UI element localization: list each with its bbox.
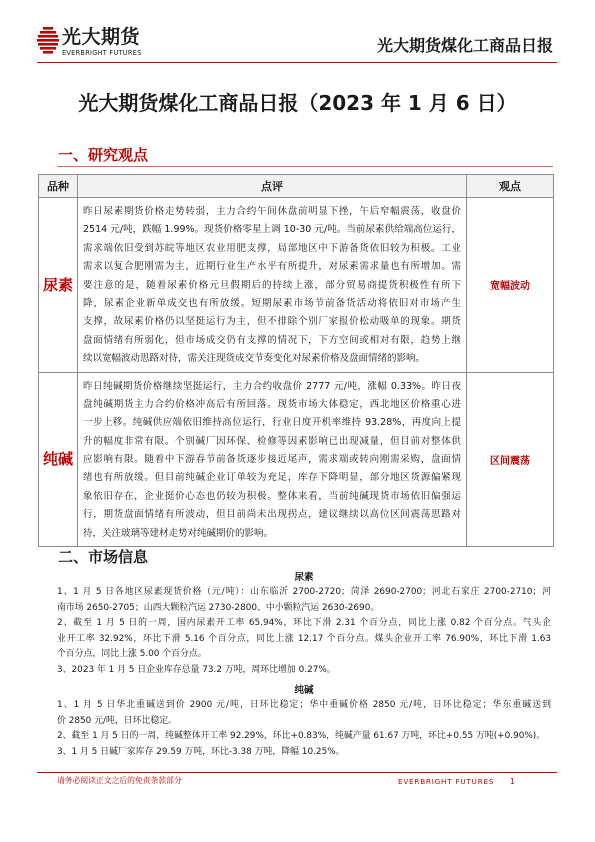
comment-line: 需求以复合肥刚需为主，近期行业生产水平有所提升，对尿素需求量也有所增加。需 (83, 261, 461, 273)
comment-line: 昨日纯碱期货价格继续坚挺运行，主力合约收盘价 2777 元/吨，涨幅 0.33%。昨日夜 (83, 380, 461, 392)
comment-line: 待，关注玻璃等建材走势对纯碱期价的影响。 (83, 527, 274, 539)
market-line: 1、1 月 5 日各地区尿素现货价格（元/吨）：山东临沂 2700-2720；菏泽 2690-2700；河北石家庄 2700-2710；河 (57, 587, 551, 597)
market-line: 1、1 月 5 日华北重碱送到价 2900 元/吨，日环比稳定；华中重碱价格 2850 元/吨，日环比稳定；华东重碱送到 (57, 700, 551, 710)
table-row (39, 372, 554, 547)
market-line: 3、1 月 5 日碱厂家库存 29.59 万吨，环比-3.38 万吨，降幅 10.25%。 (57, 746, 345, 757)
market-group-title: 纯碱 (294, 685, 314, 696)
document-title: 光大期货煤化工商品日报（2023 年 1 月 6 日） (78, 91, 517, 115)
comment-line: 绪也有所放缓。但目前纯碱企业订单较为充足，库存下降明显，部分地区货源偏紧现 (83, 472, 461, 484)
comment-line: 应影响有限。随着中下游春节前备货逐步接近尾声，需求端或转向刚需采购，盘面情 (83, 454, 461, 466)
market-line: 业开工率 32.92%，环比下滑 5.16 个百分点，同比上涨 12.17 个百分点。煤头企业开工率 76.90%，环比下滑 1.63 (57, 633, 551, 644)
market-line: 价 2850 元/吨，日环比稳定。 (57, 715, 177, 726)
header-report-name: 光大期货煤化工商品日报 (376, 36, 553, 55)
page-number: 1 (510, 777, 515, 786)
comment-cell (78, 198, 467, 373)
section-heading-market-info: 二、市场信息 (58, 548, 149, 566)
variety-cell: 尿素 (39, 198, 78, 373)
variety-cell: 纯碱 (39, 372, 78, 547)
market-line: 3、2023 年 1 月 5 日企业库存总量 73.2 万吨，周环比增加 0.27%。 (57, 664, 336, 675)
table-header-row (39, 175, 554, 198)
comment-line: 续以宽幅波动思路对待，需关注现货成交节奏变化对尿素价格及盘面情绪的影响。 (83, 353, 426, 365)
comment-line: 象依旧存在，企业挺价心态也仍较为积极。整体来看，当前纯碱现货市场依旧偏强运 (83, 490, 461, 502)
market-line: 2、截至 1 月 5 日的一周，国内尿素开工率 65.94%，环比下滑 2.31 个百分点，同比上涨 0.82 个百分点。气头企 (57, 618, 551, 629)
comment-line: 盘面情绪有所弱化，但市场成交仍有支撑的情况下，下方空间或相对有限，趋势上继 (83, 334, 461, 346)
column-header-view: 观点 (467, 175, 554, 198)
logo-chinese-name: 光大期货 (62, 26, 141, 48)
column-header-variety: 品种 (39, 175, 78, 198)
logo-english-name: EVERBRIGHT FUTURES (62, 49, 142, 57)
comment-line: 行，期货盘面情绪有所波动，但目前尚未出现拐点，建议继续以高位区间震荡思路对 (83, 509, 461, 521)
market-line: 个百分点，同比上涨 5.00 个百分点。 (57, 649, 207, 660)
section-heading-underline (57, 166, 553, 167)
comment-line: 一步上移。纯碱供应端依旧维持高位运行，行业日度开机率维持 93.28%，再度向上提 (83, 417, 461, 429)
market-line: 南市场 2650-2705；山西大颗粒汽运 2730-2800、中小颗粒汽运 2630-2690。 (57, 602, 380, 613)
footer-disclaimer: 请务必阅读正文之后的免责条款部分 (57, 776, 182, 785)
market-group-soda-ash (57, 683, 551, 760)
view-cell: 区间震荡 (467, 372, 554, 547)
view-cell: 宽幅波动 (467, 198, 554, 373)
table-row (39, 198, 554, 373)
market-group-title: 尿素 (294, 572, 314, 583)
header-divider (37, 62, 557, 63)
column-header-comment: 点评 (78, 175, 467, 198)
comment-line: 支撑，故尿素价格仍以坚挺运行为主，但不排除个别厂家报价松动吸单的现象。期货 (83, 316, 461, 328)
research-views-table (38, 174, 554, 547)
comment-line: 昨日尿素期货价格走势转弱，主力合约午间休盘前明显下挫，午后窄幅震荡，收盘价 (83, 206, 461, 217)
market-group-urea (57, 570, 551, 679)
comment-line: 盘纯碱期货主力合约价格冲高后有所回落。现货市场大体稳定，西北地区价格重心进 (83, 398, 461, 410)
comment-cell (78, 372, 467, 547)
comment-line: 降，尿素企业新单成交也有所放缓。短期尿素市场节前备货活动将依旧对市场产生 (83, 297, 461, 309)
footer-brand: EVERBRIGHT FUTURES (398, 777, 495, 786)
market-line: 2、截至 1 月 5 日的一周，纯碱整体开工率 92.29%，环比+0.83%，纯碱产量 61.67 万吨，环比+0.55 万吨(+0.90%)。 (57, 731, 546, 742)
footer-divider (37, 772, 557, 773)
everbright-logo-icon (37, 27, 59, 55)
comment-line: 2514 元/吨，跌幅 1.99%。现货价格零星上调 10-30 元/吨。当前尿素供给端高位运行， (83, 224, 461, 236)
comment-line: 要注意的是，随着尿素价格元旦假期后的持续上涨，部分贸易商提货积极性有所下 (83, 279, 461, 291)
comment-line: 升的幅度非常有限。个别碱厂因环保、检修等因素影响已出现减量，但目前对整体供 (83, 435, 461, 447)
section-heading-research-views: 一、研究观点 (58, 146, 149, 164)
comment-line: 需求端依旧受到苏皖等地区农业用肥支撑，局部地区中下游备货依旧较为积极。工业 (83, 242, 461, 254)
